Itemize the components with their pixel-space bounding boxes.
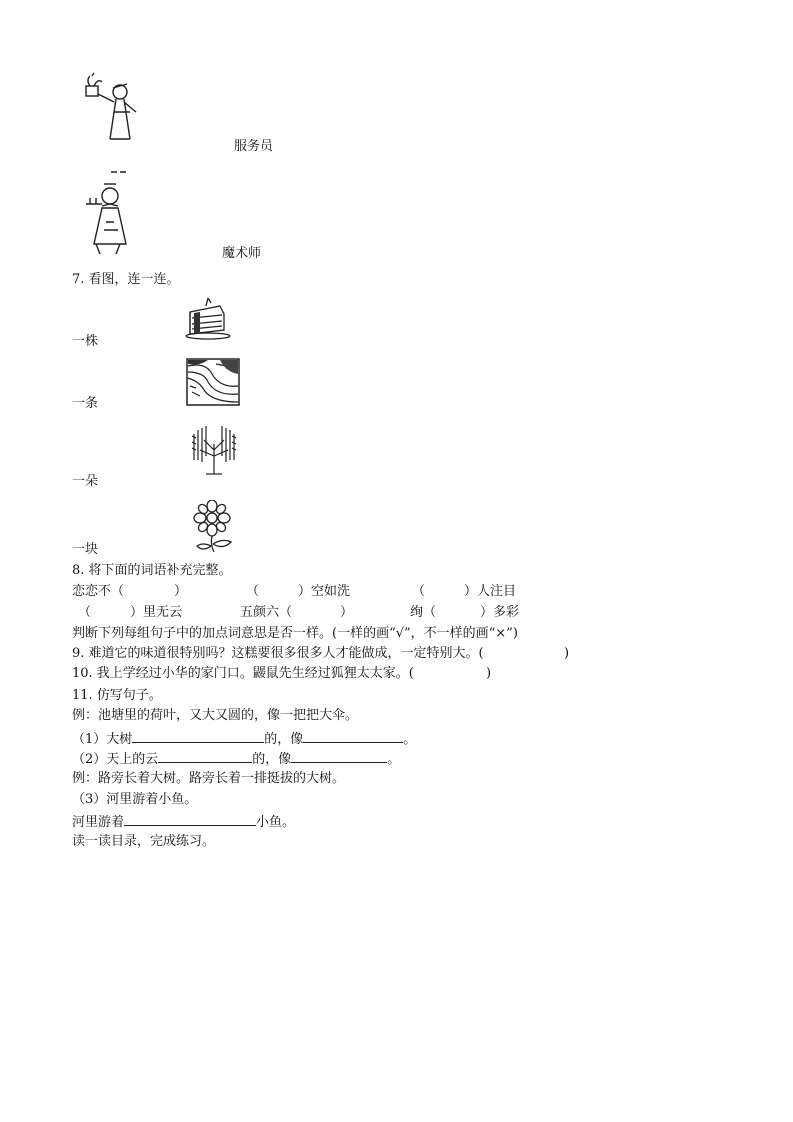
- label-waiter: 服务员: [234, 139, 274, 154]
- q11-s2: [72, 750, 400, 768]
- q8-r2-d: ）: [340, 605, 354, 620]
- q11-s3: （3）河里游着小鱼。: [72, 792, 198, 807]
- q11-s3-prefix: 河里游着: [72, 815, 125, 830]
- q11-s3-answer: [72, 813, 295, 831]
- q11-s1-end: 。: [403, 732, 417, 747]
- q8-r1-f: ）人注目: [464, 584, 517, 599]
- q8-r1-a: 恋恋不（: [72, 584, 125, 599]
- q8-r1-c: （: [246, 584, 260, 599]
- q10-text: 10. 我上学经过小华的家门口。鼹鼠先生经过狐狸太太家。(: [72, 666, 414, 681]
- q11-s2-mid: 的，像: [252, 752, 292, 767]
- blank-line[interactable]: [132, 730, 264, 743]
- q9-close: ): [564, 646, 570, 661]
- q8-r1-b: ）: [174, 584, 188, 599]
- blank-line[interactable]: [158, 750, 252, 763]
- q11-s1: [72, 730, 416, 748]
- river-icon: [186, 358, 240, 406]
- q11-example1: 例：池塘里的荷叶，又大又圆的，像一把把大伞。: [72, 708, 359, 723]
- q8-r1-d: ）空如洗: [298, 584, 351, 599]
- q8-r2-e: 绚（: [410, 605, 437, 620]
- q9-text: 9. 难道它的味道很特别吗？这糕要很多很多人才能做成，一定特别大。(: [72, 646, 484, 661]
- footer-instruction: 读一读目录，完成练习。: [72, 834, 216, 849]
- willow-tree-icon: [186, 424, 242, 476]
- q10-close: ): [486, 666, 492, 681]
- word-yizhu: 一株: [72, 334, 99, 349]
- q11-s1-mid: 的，像: [264, 732, 304, 747]
- q11-example2: 例：路旁长着大树。路旁长着一排挺拔的大树。: [72, 771, 346, 786]
- magician-figure-image: [80, 72, 150, 152]
- q8-r2-a: （: [78, 605, 92, 620]
- judge-instruction: 判断下列每组句子中的加点词意思是否一样。(一样的画“√”，不一样的画“×”): [72, 626, 518, 641]
- q11-s2-prefix: （2）天上的云: [72, 752, 159, 767]
- waiter-figure-image: [80, 178, 150, 258]
- blank-line[interactable]: [124, 813, 256, 826]
- q8-title: 8. 将下面的词语补充完整。: [72, 563, 232, 578]
- blank-line[interactable]: [303, 730, 403, 743]
- blank-line[interactable]: [291, 750, 387, 763]
- q7-title: 7. 看图，连一连。: [72, 272, 180, 287]
- dash-mark: [110, 170, 130, 174]
- q8-r2-c: 五颜六（: [240, 605, 293, 620]
- q8-r1-e: （: [412, 584, 426, 599]
- word-yiduo: 一朵: [72, 474, 99, 489]
- q11-s2-end: 。: [387, 752, 401, 767]
- q11-s3-suffix: 小鱼。: [256, 815, 296, 830]
- label-magician: 魔术师: [222, 246, 262, 261]
- q11-title: 11. 仿写句子。: [72, 688, 162, 703]
- q8-r2-f: ）多彩: [480, 605, 520, 620]
- word-yitiao: 一条: [72, 396, 99, 411]
- q11-s1-prefix: （1）大树: [72, 732, 133, 747]
- word-yikuai: 一块: [72, 542, 99, 557]
- flower-icon: [188, 500, 240, 554]
- q8-r2-b: ）里无云: [130, 605, 183, 620]
- cake-icon: [184, 296, 232, 340]
